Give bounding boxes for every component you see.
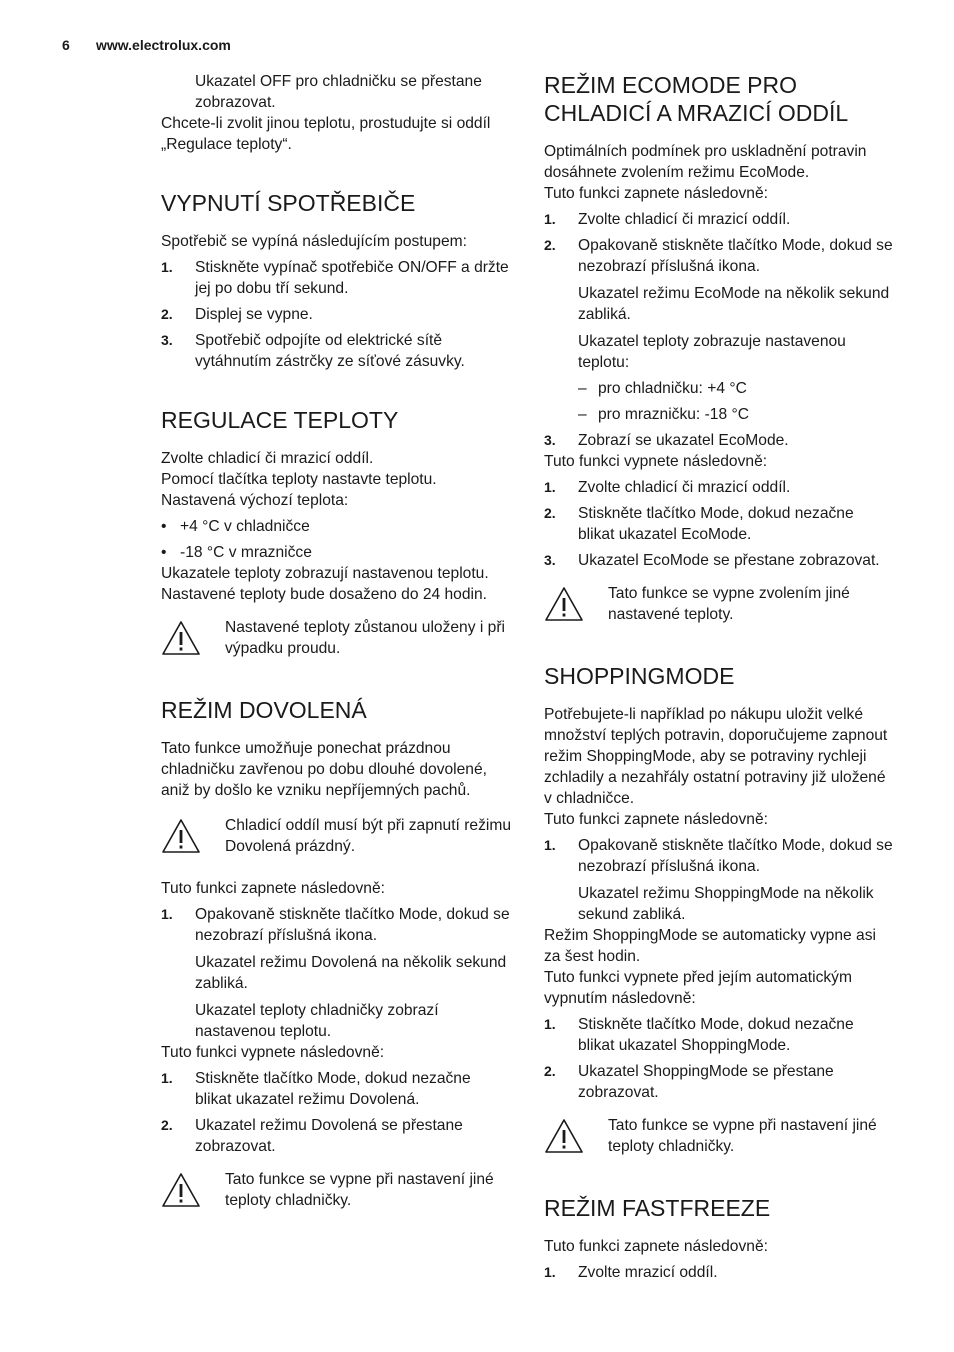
dash-text: pro chladničku: +4 °C [598,380,747,397]
paragraph: Tato funkce umožňuje ponechat prázdnou chladničku zavřenou po dobu dlouhé dovolené, aniž by došlo ke vzniku nepříjemných pachů. [161,740,487,799]
warning-icon [161,815,225,860]
right-column [544,71,894,1283]
warning-note [544,583,894,628]
warning-text: Tato funkce se vypne při nastavení jiné teploty chladničky. [608,1117,877,1155]
list-item [161,1068,511,1110]
warning-icon [544,583,608,628]
warning-text: Nastavené teploty zůstanou uloženy i při výpadku proudu. [225,619,505,657]
page-header [62,37,231,53]
item-text: Ukazatel režimu Dovolená se přestane zobrazovat. [195,1117,463,1155]
warning-icon [161,1169,225,1214]
item-number: 1. [544,479,556,495]
item-text: Spotřebič odpojíte od elektrické sítě vytáhnutím zástrčky ze síťové zásuvky. [195,332,465,370]
item-number: 1. [544,837,556,853]
paragraph: Tuto funkci vypnete následovně: [544,453,768,470]
list-item [161,1115,511,1157]
item-text: Displej se vypne. [195,306,313,323]
paragraph: Tuto funkci zapnete následovně: [544,811,768,828]
section-title: REŽIM ECOMODE PRO CHLADICÍ A MRAZICÍ ODDÍL [544,72,849,126]
item-text: Stiskněte tlačítko Mode, dokud nezačne blikat ukazatel EcoMode. [578,505,854,543]
intro-text: Chcete-li zvolit jinou teplotu, prostudujte si oddíl „Regulace teploty“. [161,115,491,153]
item-number: 2. [161,1117,173,1133]
warning-icon [544,1115,608,1160]
list-item [161,304,511,325]
paragraph: Spotřebič se vypíná následujícím postupem: [161,233,467,250]
list-item [544,235,894,277]
bullet-item [161,516,511,537]
dash-item [544,404,894,425]
item-text: Zvolte chladicí či mrazicí oddíl. [578,211,791,228]
sub-paragraph: Ukazatel režimu Dovolená na několik sekund zabliká. [195,954,507,992]
item-number: 1. [544,1264,556,1280]
list-item [544,430,894,451]
list-item [544,477,894,498]
dash-text: pro mrazničku: -18 °C [598,406,749,423]
bullet-mark: • [161,518,167,535]
item-text: Opakovaně stiskněte tlačítko Mode, dokud se nezobrazí příslušná ikona. [195,906,510,944]
warning-note [161,617,511,662]
item-text: Zobrazí se ukazatel EcoMode. [578,432,789,449]
item-number: 1. [544,211,556,227]
section-title: SHOPPINGMODE [544,663,735,689]
sub-paragraph: Ukazatel teploty zobrazuje nastavenou teplotu: [578,333,846,371]
item-number: 1. [161,1070,173,1086]
item-number: 3. [161,332,173,348]
item-text: Opakovaně stiskněte tlačítko Mode, dokud se nezobrazí příslušná ikona. [578,837,893,875]
paragraph: Optimálních podmínek pro uskladnění potravin dosáhnete zvolením režimu EcoMode. [544,143,867,181]
list-item [544,1262,894,1283]
paragraph: Tuto funkci vypnete následovně: [161,1044,385,1061]
item-text: Ukazatel ShoppingMode se přestane zobrazovat. [578,1063,834,1101]
item-number: 1. [161,906,173,922]
sub-paragraph: Ukazatel teploty chladničky zobrazí nastavenou teplotu. [195,1002,439,1040]
paragraph: Zvolte chladicí či mrazicí oddíl. [161,450,374,467]
item-number: 2. [544,1063,556,1079]
item-number: 2. [544,505,556,521]
section-title: REŽIM DOVOLENÁ [161,697,367,723]
list-item [161,904,511,946]
warning-note [161,815,511,860]
item-number: 3. [544,432,556,448]
item-text: Stiskněte tlačítko Mode, dokud nezačne blikat ukazatel ShoppingMode. [578,1016,854,1054]
list-item [544,503,894,545]
list-item [544,550,894,571]
paragraph: Režim ShoppingMode se automaticky vypne asi za šest hodin. [544,927,876,965]
paragraph: Pomocí tlačítka teploty nastavte teplotu. [161,471,437,488]
section-title: REGULACE TEPLOTY [161,407,399,433]
item-number: 2. [544,237,556,253]
dash-mark: – [578,380,587,397]
intro-text: Ukazatel OFF pro chladničku se přestane zobrazovat. [195,73,482,111]
item-text: Stiskněte tlačítko Mode, dokud nezačne blikat ukazatel režimu Dovolená. [195,1070,471,1108]
bullet-text: -18 °C v mrazničce [180,544,312,561]
warning-text: Chladicí oddíl musí být při zapnutí režimu Dovolená prázdný. [225,817,512,855]
warning-note [544,1115,894,1160]
left-column [161,71,511,1214]
warning-note [161,1169,511,1214]
site-url: www.electrolux.com [96,37,231,53]
item-text: Opakovaně stiskněte tlačítko Mode, dokud se nezobrazí příslušná ikona. [578,237,893,275]
item-text: Zvolte chladicí či mrazicí oddíl. [578,479,791,496]
bullet-item [161,542,511,563]
list-item [544,835,894,877]
section-title: REŽIM FASTFREEZE [544,1195,771,1221]
paragraph: Potřebujete-li například po nákupu uložit velké množství teplých potravin, doporučujeme zapnout režim ShoppingMode, aby se potraviny rychleji zchladily a nezahřály ostatní potraviny již uložené v chladničce. [544,706,888,807]
list-item [544,1061,894,1103]
page-number: 6 [62,37,70,53]
warning-text: Tato funkce se vypne při nastavení jiné teploty chladničky. [225,1171,494,1209]
list-item [161,330,511,372]
paragraph: Nastavené teploty bude dosaženo do 24 hodin. [161,586,487,603]
list-item [544,1014,894,1056]
item-number: 1. [544,1016,556,1032]
list-item [544,209,894,230]
paragraph: Tuto funkci zapnete následovně: [544,1238,768,1255]
warning-text: Tato funkce se vypne zvolením jiné nastavené teploty. [608,585,850,623]
item-text: Stiskněte vypínač spotřebiče ON/OFF a držte jej po dobu tří sekund. [195,259,509,297]
warning-icon [161,617,225,662]
section-title: VYPNUTÍ SPOTŘEBIČE [161,190,416,216]
list-item [161,257,511,299]
item-number: 2. [161,306,173,322]
paragraph: Ukazatele teploty zobrazují nastavenou teplotu. [161,565,489,582]
dash-item [544,378,894,399]
sub-paragraph: Ukazatel režimu ShoppingMode na několik sekund zabliká. [578,885,874,923]
bullet-mark: • [161,544,167,561]
sub-paragraph: Ukazatel režimu EcoMode na několik sekund zabliká. [578,285,890,323]
item-text: Ukazatel EcoMode se přestane zobrazovat. [578,552,880,569]
item-text: Zvolte mrazicí oddíl. [578,1264,718,1281]
dash-mark: – [578,406,587,423]
paragraph: Tuto funkci vypnete před jejím automatickým vypnutím následovně: [544,969,852,1007]
paragraph: Nastavená výchozí teplota: [161,492,349,509]
item-number: 1. [161,259,173,275]
paragraph: Tuto funkci zapnete následovně: [161,880,385,897]
bullet-text: +4 °C v chladničce [180,518,310,535]
paragraph: Tuto funkci zapnete následovně: [544,185,768,202]
item-number: 3. [544,552,556,568]
